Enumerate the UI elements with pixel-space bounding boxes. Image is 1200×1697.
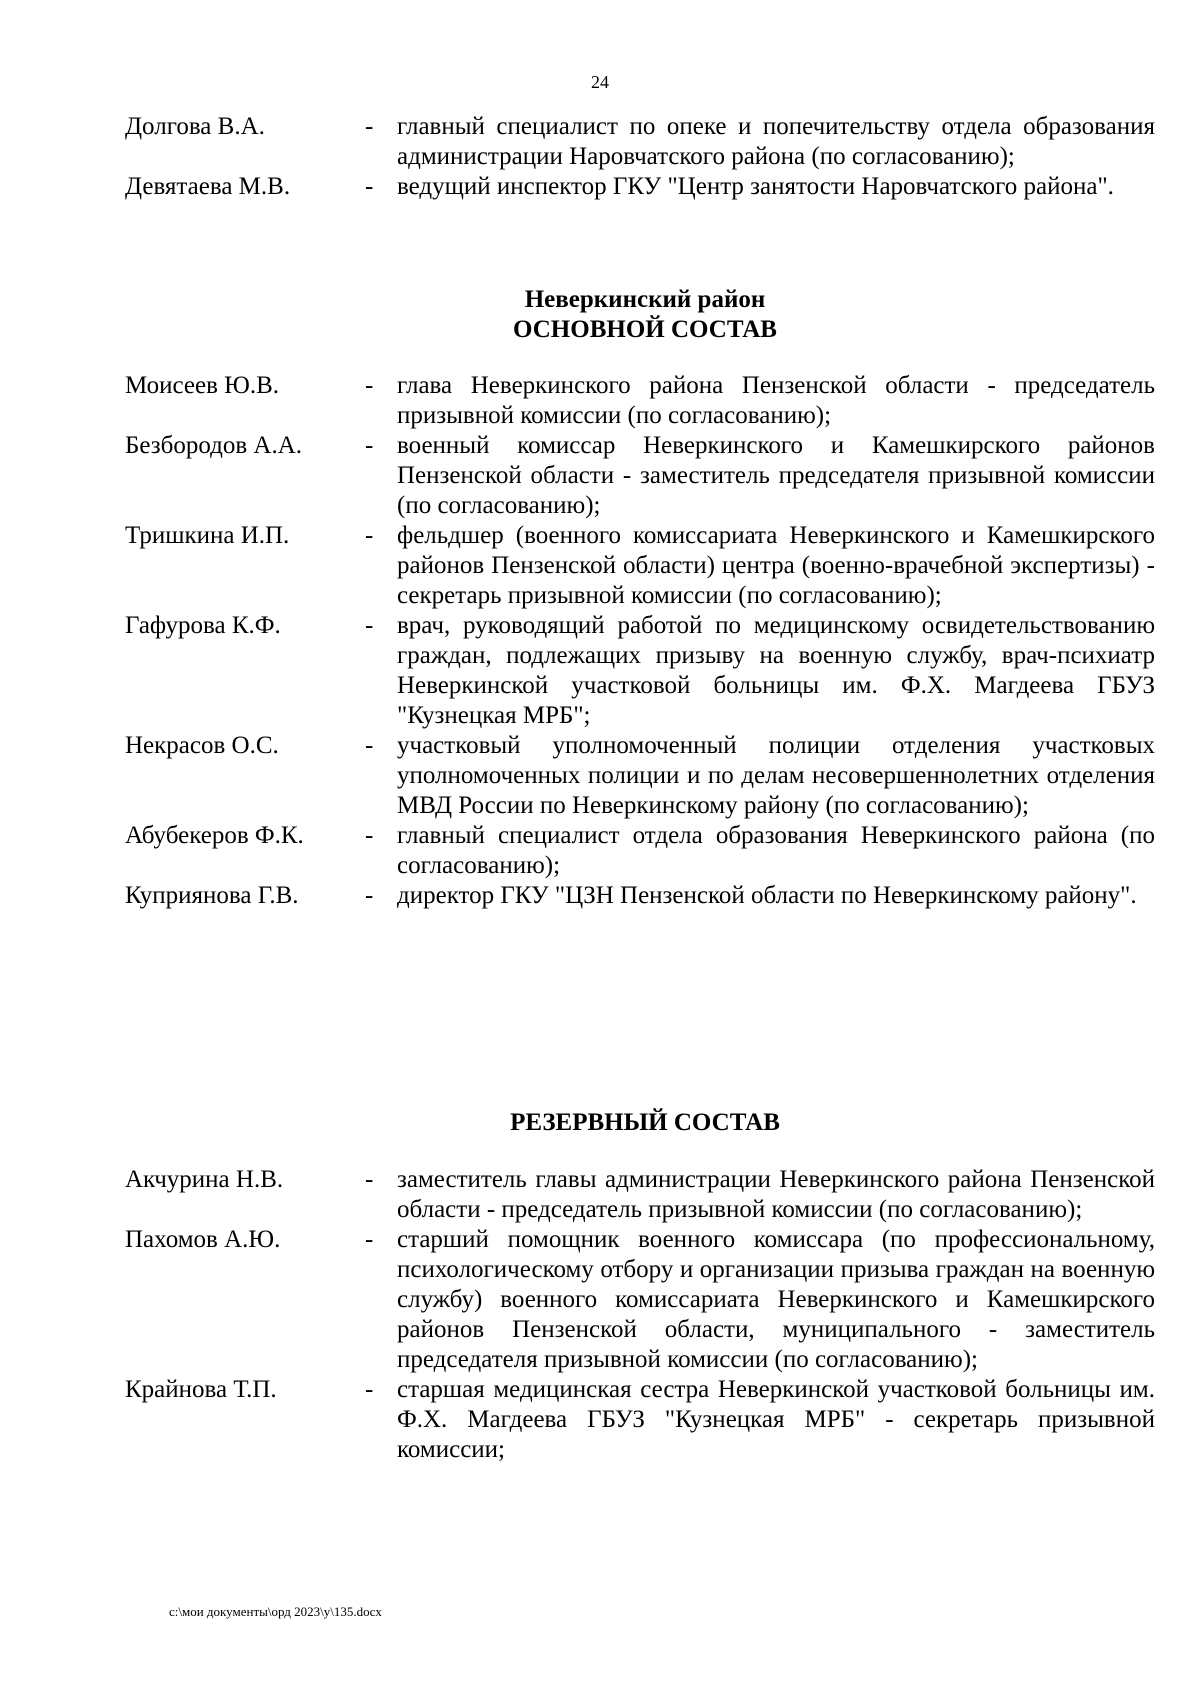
member-name: Долгова В.А. <box>125 113 265 140</box>
member-position: фельдшер (военного комиссариата Неверкинского и Камешкирского районов Пензенской области) центра (военно-врачебной экспертизы) - секретарь призывной комиссии (по согласованию); <box>397 522 1155 609</box>
member-position: директор ГКУ "ЦЗН Пензенской области по Неверкинскому району". <box>397 882 1137 909</box>
member-name: Тришкина И.П. <box>125 522 290 549</box>
member-entry <box>125 1165 1155 1225</box>
reserve-composition-heading: РЕЗЕРВНЫЙ СОСТАВ <box>510 1109 780 1136</box>
member-dash: - <box>365 732 374 759</box>
member-dash: - <box>365 1166 374 1193</box>
member-name: Крайнова Т.П. <box>125 1376 277 1403</box>
member-position: ведущий инспектор ГКУ "Центр занятости Наровчатского района". <box>397 173 1114 200</box>
member-dash: - <box>365 522 374 549</box>
member-position: старший помощник военного комиссара (по профессиональному, психологическому отбору и организации призыва граждан на военную службу) военного комиссариата Неверкинского и Камешкирского районов Пензенской области, муниципального - заместитель председателя призывной комиссии (по согласованию); <box>397 1226 1155 1373</box>
intro-entries <box>125 112 1155 202</box>
member-name: Акчурина Н.В. <box>125 1166 284 1193</box>
footer-file-path: c:\мои документы\орд 2023\у\135.docx <box>169 1604 382 1619</box>
member-entry <box>125 1225 1155 1375</box>
member-entry <box>125 611 1155 731</box>
member-dash: - <box>365 612 374 639</box>
member-entry <box>125 431 1155 521</box>
member-position: врач, руководящий работой по медицинскому освидетельствованию граждан, подлежащих призыву на военную службу, врач-психиатр Неверкинской участковой больницы им. Ф.Х. Магдеева ГБУЗ "Кузнецкая МРБ"; <box>397 612 1155 729</box>
member-entry <box>125 731 1155 821</box>
member-dash: - <box>365 432 374 459</box>
main-composition-heading: ОСНОВНОЙ СОСТАВ <box>513 316 777 343</box>
member-name: Гафурова К.Ф. <box>125 612 281 639</box>
member-entry <box>125 371 1155 431</box>
member-name: Пахомов А.Ю. <box>125 1226 281 1253</box>
member-position: главный специалист по опеке и попечительству отдела образования администрации Наровчатского района (по согласованию); <box>397 113 1155 170</box>
member-name: Куприянова Г.В. <box>125 882 299 909</box>
member-dash: - <box>365 882 374 909</box>
reserve-entries <box>125 1165 1155 1465</box>
member-dash: - <box>365 822 374 849</box>
member-entry <box>125 1375 1155 1465</box>
member-dash: - <box>365 372 374 399</box>
member-dash: - <box>365 113 374 140</box>
member-position: заместитель главы администрации Неверкинского района Пензенской области - председатель призывной комиссии (по согласованию); <box>397 1166 1155 1223</box>
main-entries <box>125 371 1155 911</box>
member-position: военный комиссар Неверкинского и Камешкирского районов Пензенской области - заместитель председателя призывной комиссии (по согласованию); <box>397 432 1155 519</box>
member-dash: - <box>365 1226 374 1253</box>
member-name: Безбородов А.А. <box>125 432 303 459</box>
member-entry <box>125 821 1155 881</box>
member-entry <box>125 112 1155 172</box>
member-position: старшая медицинская сестра Неверкинской участковой больницы им. Ф.Х. Магдеева ГБУЗ "Кузнецкая МРБ" - секретарь призывной комиссии; <box>397 1376 1155 1463</box>
member-name: Девятаева М.В. <box>125 173 291 200</box>
member-dash: - <box>365 173 374 200</box>
member-name: Некрасов О.С. <box>125 732 279 759</box>
member-name: Абубекеров Ф.К. <box>125 822 304 849</box>
member-position: глава Неверкинского района Пензенской области - председатель призывной комиссии (по согласованию); <box>397 372 1155 429</box>
member-dash: - <box>365 1376 374 1403</box>
district-title: Неверкинский район <box>524 286 766 313</box>
member-entry <box>125 172 1155 202</box>
member-name: Моисеев Ю.В. <box>125 372 280 399</box>
member-entry <box>125 881 1155 911</box>
page-number: 24 <box>591 72 609 92</box>
member-position: главный специалист отдела образования Неверкинского района (по согласованию); <box>397 822 1155 879</box>
member-entry <box>125 521 1155 611</box>
member-position: участковый уполномоченный полиции отделения участковых уполномоченных полиции и по делам несовершеннолетних отделения МВД России по Неверкинскому району (по согласованию); <box>397 732 1155 819</box>
